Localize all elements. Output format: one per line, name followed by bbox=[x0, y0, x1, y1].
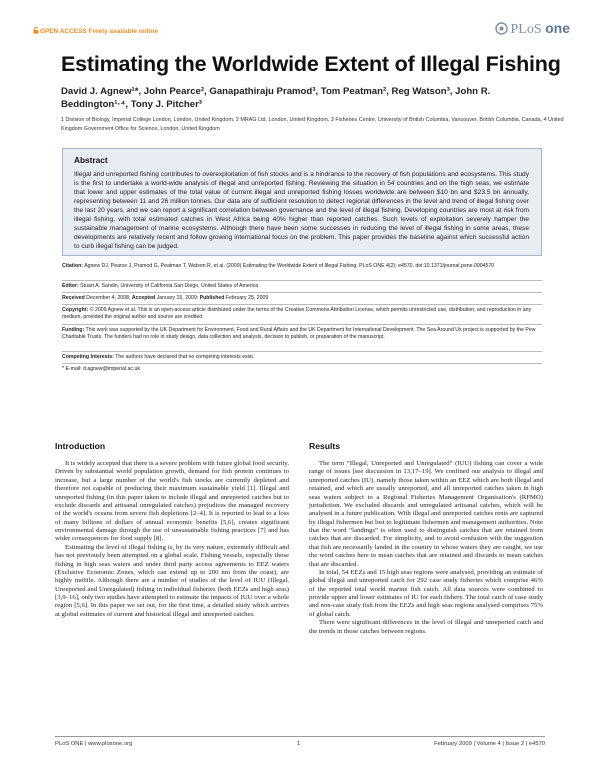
published-label: Published bbox=[199, 295, 225, 301]
corresponding-email[interactable]: * E-mail: d.agnew@imperial.ac.uk bbox=[62, 366, 140, 372]
introduction-heading: Introduction bbox=[55, 441, 106, 451]
footer-journal[interactable]: PLoS ONE | www.plosone.org bbox=[55, 741, 133, 747]
logo-one: one bbox=[545, 20, 570, 36]
meta-divider bbox=[62, 363, 542, 364]
copyright bbox=[62, 307, 542, 321]
plos-logo-icon bbox=[495, 22, 508, 35]
meta-divider bbox=[62, 292, 542, 293]
competing-interests bbox=[62, 354, 542, 361]
intro-paragraph: It is widely accepted that there is a severe problem with future global food security. Driven by substantial world population growth, demand for fish protein continues to increase, but a large number of the world's fish stocks are currently depleted and therefore not capable of producing their maximum sustainable yield [1]. Illegal and unreported fishing (in this paper taken to include illegal and unreported catches but to exclude discards and artisanal unregulated catches) prejudices the managed recovery of the world's oceans from severe fish depletions [2–4]. It is reported to lead to a loss of many billions of dollars of annual economic benefits [5,6], creates significant environmental damage through the use of unsustainable fishing practices [7] and has wider consequences for food supply [8]. bbox=[55, 460, 290, 543]
editor-label: Editor: bbox=[62, 283, 79, 289]
affiliations: 1 Division of Biology, Imperial College London, London, United Kingdom, 2 MRAG Ltd, London, United Kingdom, 3 Fisheries Centre, University of British Columbia, Vancouver, British Columbia, Canada, 4 United Kingdom Government Office for Science, London, United Kingdom bbox=[61, 117, 564, 132]
footer-divider bbox=[55, 736, 545, 737]
accepted-date: January 15, 2009; bbox=[156, 295, 199, 301]
page-number: 1 bbox=[297, 741, 301, 747]
results-body bbox=[309, 460, 543, 636]
meta-divider bbox=[62, 351, 542, 352]
journal-logo bbox=[495, 20, 570, 38]
meta-divider bbox=[62, 280, 542, 281]
open-access-banner bbox=[33, 27, 158, 35]
introduction-body bbox=[55, 460, 289, 619]
open-access-lock-icon bbox=[33, 27, 39, 34]
competing-label: Competing Interests: bbox=[62, 354, 114, 360]
abstract-text: Illegal and unreported fishing contributes to overexploitation of fish stocks and is a hindrance to the recovery of fish populations and ecosystems. This study is the first to undertake a world-wide analysis of illegal and unreported fishing. Reviewing the situation in 54 countries and on the high seas, we estimate that lower and upper estimates of the total value of current illegal and unreported fishing losses worldwide are between $10 bn and $23.5 bn annually, representing between 11 and 26 million tonnes. Our data are of sufficient resolution to detect regional differences in the level and trend of illegal fishing over the last 20 years, and we can report a significant correlation between governance and the level of illegal fishing. Developing countries are most at risk from illegal fishing, with total estimated catches in West Africa being 40% higher than reported catches. Such levels of exploitation severely hamper the sustainable management of marine ecosystems. Although there have been some successes in reducing the level of illegal fishing in some areas, these developments are relatively recent and follow growing international focus on the problem. This paper provides the baseline against which successful action to curb illegal fishing can be judged. bbox=[74, 171, 529, 251]
citation-label: Citation: bbox=[62, 263, 84, 269]
meta-divider bbox=[62, 304, 542, 305]
editor bbox=[62, 283, 542, 290]
funding-label: Funding: bbox=[62, 327, 85, 333]
authors-line-2: Beddington¹·⁴, Tony J. Pitcher³ bbox=[61, 99, 203, 110]
author-list bbox=[61, 85, 561, 111]
paper-title: Estimating the Worldwide Extent of Illegal Fishing bbox=[61, 52, 561, 76]
authors-line-1: David J. Agnew¹*, John Pearce², Ganapathiraju Pramod³, Tom Peatman², Reg Watson³, John R. bbox=[61, 86, 491, 97]
copyright-text: © 2009 Agnew et al. This is an open-access article distributed under the terms of the Creative Commons Attribution License, which permits unrestricted use, distribution, and reproduction in any medium, provided the original author and source are credited. bbox=[62, 307, 532, 321]
citation bbox=[62, 263, 542, 270]
accepted-label: Accepted bbox=[131, 295, 156, 301]
results-heading: Results bbox=[309, 441, 341, 451]
footer-issue: February 2009 | Volume 4 | Issue 2 | e4570 bbox=[434, 741, 545, 747]
intro-paragraph: Estimating the level of illegal fishing is, by its very nature, extremely difficult and has not previously been attempted on a global scale. Fishing vessels, especially those fishing in high seas waters and under third party access agreements to EEZ waters (Exclusive Economic Zones, which can extend up to 200 nm from the coast), are highly mobile. Although there are a number of studies of the level of IUU (Illegal, Unreported and Unregulated) fishing in individual fisheries (both EEZs and high seas) [3,9–16], only two studies have attempted to estimate the impacts of IUU over a whole region [5,6]. In this paper we set out, for the first time, a detailed study which arrives at global estimates of current and historical illegal and unreported catches. bbox=[55, 543, 289, 618]
results-paragraph: There were significant differences in the level of illegal and unreported catch and the trends in those catches between regions. bbox=[309, 619, 543, 635]
citation-text: Agnew DJ, Pearce J, Pramod G, Peatman T, Watson R, et al. (2009) Estimating the Worldwide Extent of Illegal Fishing. PLoS ONE 4(2): e4570. doi:10.1371/journal.pone.0004570 bbox=[84, 263, 495, 269]
received-date: December 4, 2008; bbox=[86, 295, 131, 301]
funding bbox=[62, 327, 542, 341]
meta-divider bbox=[62, 324, 542, 325]
logo-plos: PLoS bbox=[510, 22, 542, 37]
open-access-text: OPEN ACCESS Freely available online bbox=[40, 28, 159, 35]
abstract-heading: Abstract bbox=[74, 155, 108, 165]
editor-text: Stuart A. Sandin, University of California San Diego, United States of America bbox=[80, 283, 259, 289]
competing-text: The authors have declared that no competing interests exist. bbox=[115, 354, 255, 360]
published-date: February 25, 2009 bbox=[225, 295, 269, 301]
results-paragraph: In total, 54 EEZs and 15 high seas regions were analysed, providing an estimate of global illegal and unreported catch for 292 case study fisheries which comprise 46% of the reported total world marine fish catch. All data sources were combined to provide upper and lower estimates of IU for each fishery. The total catch of case study and non-case study fish from the EEZs and high seas regions analysed comprises 75% of global catch. bbox=[309, 568, 543, 618]
received-label: Received bbox=[62, 295, 85, 301]
dates bbox=[62, 295, 542, 302]
results-paragraph: The term “Illegal, Unreported and Unregulated” (IUU) fishing can cover a wide range of issues [see discussion in 13,17–19]. We confined our analysis to illegal and unreported catches (IU), namely those taken within an EEZ which are both illegal and retained, and which are usually unreported, and all unreported catches taken in high seas waters subject to a Regional Fisheries Management Organisation's (RFMO) jurisdiction. We excluded discards and unregulated artisanal catches, which will be analysed in a future publication. With illegal and unreported catches rents are captured by illegal fishermen but lost to legitimate fishermen and management authorities. Note that the word “landings” is often used to distinguish catches that are retained from catches that are discarded. For simplicity, and to avoid confusion with the suggestion that fish are necessarily landed in the country in whose waters they are caught, we use the word catches here to mean catches that are retained and discards to mean catches that are discarded. bbox=[309, 460, 543, 568]
copyright-label: Copyright: bbox=[62, 307, 89, 313]
funding-text: This work was supported by the UK Department for Environment, Food and Rural Affairs and the UK Department for International Development. The Sea Around Us project is supported by the Pew Charitable Trusts. The funders had no role in study design, data collection and analysis, decision to publish, or preparation of the manuscript. bbox=[62, 327, 536, 341]
